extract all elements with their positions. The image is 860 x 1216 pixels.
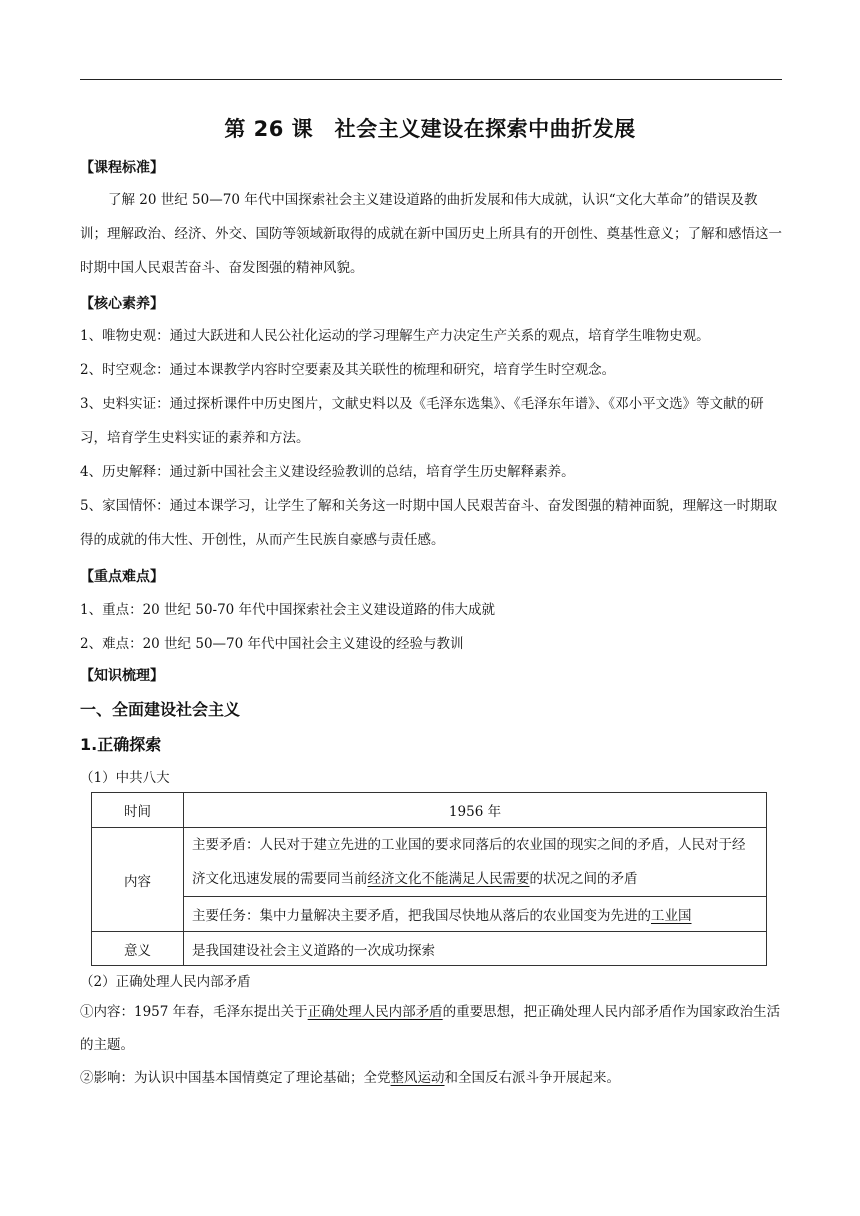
- core-literacy-heading: 【核心素养】: [80, 296, 164, 312]
- key-point-item: 1、重点：20 世纪 50-70 年代中国探索社会主义建设道路的伟大成就: [80, 602, 496, 618]
- p1-text-end: 的重要思想，把正确处理人民内部矛盾作为国家政治生活的主题。: [80, 1004, 781, 1053]
- table-row: [92, 932, 767, 966]
- time-label: 时间: [92, 793, 184, 828]
- significance-label: 意义: [92, 932, 184, 966]
- core-literacy-list: [80, 319, 782, 557]
- p2-underlined: 整风运动: [390, 1070, 445, 1086]
- contradiction-text: 主要矛盾：人民对于建立先进的工业国的要求同落后的农业国的现实之间的矛盾，人民对于经济文化迅速发展的需要同当前: [192, 837, 746, 887]
- item-heading: （1）中共八大: [80, 770, 170, 786]
- time-value: 1956 年: [184, 793, 767, 828]
- table-row: [92, 793, 767, 828]
- main-task: [184, 897, 767, 932]
- core-literacy-item: 4、历史解释：通过新中国社会主义建设经验教训的总结，培育学生历史解释素养。: [80, 464, 575, 480]
- core-literacy-item: 5、家国情怀：通过本课学习，让学生了解和关务这一时期中国人民艰苦奋斗、奋发图强的精神面貌，理解这一时期取得的成就的伟大性、开创性，从而产生民族自豪感与责任感。: [80, 498, 778, 548]
- table-row: [92, 828, 767, 897]
- task-underlined: 工业国: [651, 908, 692, 924]
- lesson-title: 第 26 课 社会主义建设在探索中曲折发展: [224, 117, 636, 141]
- subsection-heading: 1.正确探索: [80, 735, 162, 754]
- course-standard-text: [80, 183, 782, 285]
- impact-paragraph: [80, 1062, 782, 1095]
- section-heading: 一、全面建设社会主义: [80, 700, 241, 719]
- task-text: 主要任务：集中力量解决主要矛盾，把我国尽快地从落后的农业国变为先进的: [192, 908, 651, 924]
- core-literacy-item: 3、史料实证：通过探析课件中历史图片，文献史料以及《毛泽东选集》、《毛泽东年谱》、《邓小平文选》等文献的研习，培育学生史料实证的素养和方法。: [80, 396, 764, 446]
- contradiction-text-end: 的状况之间的矛盾: [529, 871, 638, 887]
- p2-text-end: 和全国反右派斗争开展起来。: [444, 1070, 620, 1086]
- contradiction-underlined: 经济文化不能满足人民需要: [367, 871, 530, 887]
- main-contradiction: [184, 828, 767, 897]
- content-label: 内容: [92, 828, 184, 932]
- internal-contradiction-content: [80, 996, 782, 1095]
- core-literacy-item: 1、唯物史观：通过大跃进和人民公社化运动的学习理解生产力决定生产关系的观点，培育学生唯物史观。: [80, 328, 710, 344]
- key-points-heading: 【重点难点】: [80, 569, 164, 585]
- congress-table: [91, 792, 767, 966]
- course-standard-paragraph: 了解 20 世纪 50—70 年代中国探索社会主义建设道路的曲折发展和伟大成就，认识“文化大革命”的错误及教训；理解政治、经济、外交、国防等领域新取得的成就在新中国历史上所具有的开创性、奠基性意义；了解和感悟这一时期中国人民艰苦奋斗、奋发图强的精神风貌。: [80, 192, 782, 276]
- significance-value: 是我国建设社会主义道路的一次成功探索: [184, 932, 767, 966]
- header-rule: [80, 79, 782, 80]
- content-paragraph: [80, 996, 782, 1062]
- knowledge-heading: 【知识梳理】: [80, 668, 164, 684]
- key-point-item: 2、难点：20 世纪 50—70 年代中国社会主义建设的经验与教训: [80, 636, 464, 652]
- table-row: [92, 897, 767, 932]
- p2-text: ②影响：为认识中国基本国情奠定了理论基础；全党: [80, 1070, 391, 1086]
- course-standard-heading: 【课程标准】: [80, 160, 164, 176]
- item-heading: （2）正确处理人民内部矛盾: [80, 974, 251, 990]
- p1-text: ①内容：1957 年春，毛泽东提出关于: [80, 1004, 308, 1020]
- core-literacy-item: 2、时空观念：通过本课教学内容时空要素及其关联性的梳理和研究，培育学生时空观念。: [80, 362, 616, 378]
- p1-underlined: 正确处理人民内部矛盾: [307, 1004, 443, 1020]
